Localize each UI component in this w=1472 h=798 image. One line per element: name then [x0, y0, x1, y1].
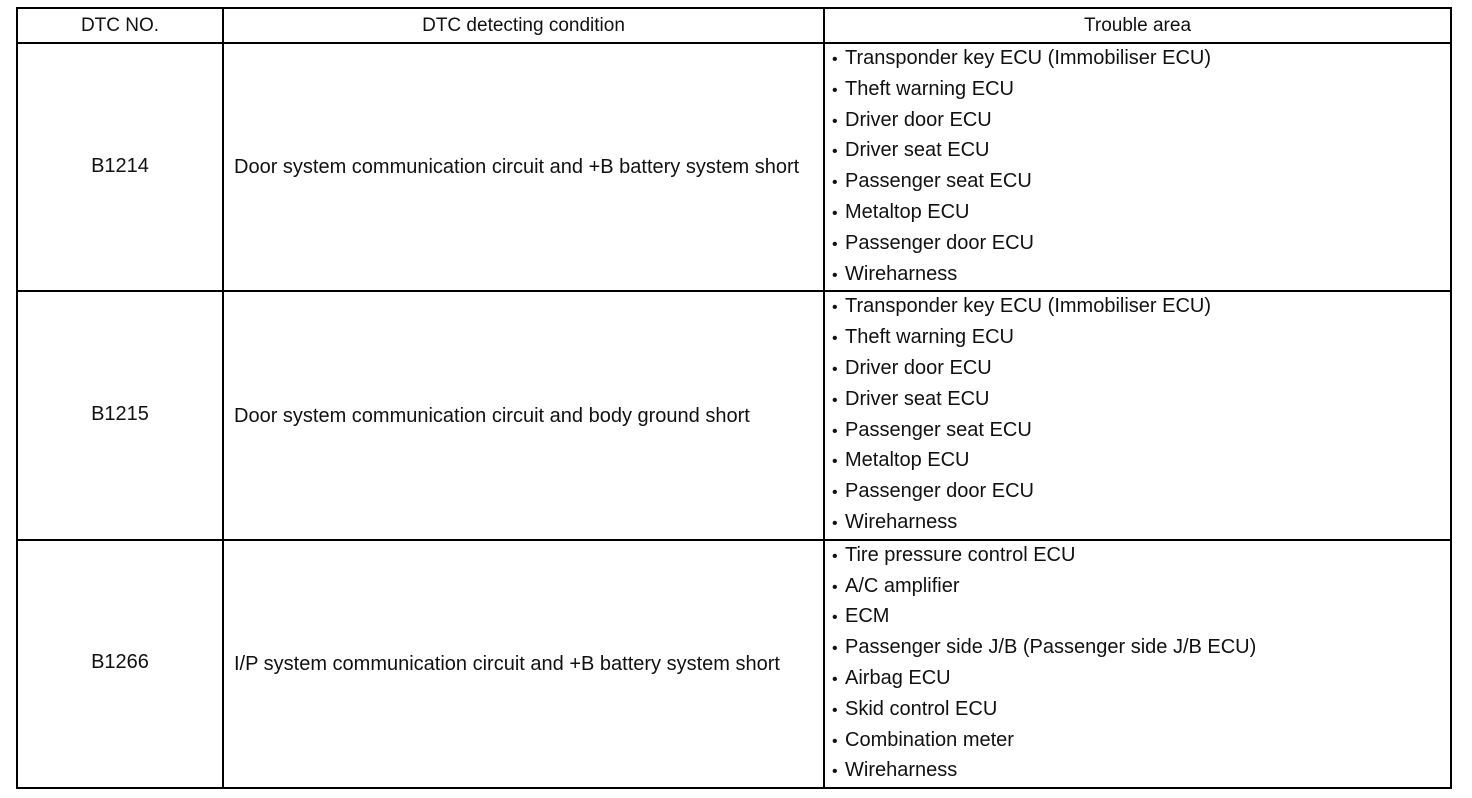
bullet-icon: •: [832, 732, 838, 750]
list-item: [832, 477, 1450, 508]
bullet-icon: •: [832, 670, 838, 688]
table-row: [17, 291, 1451, 539]
list-item-text: Airbag ECU: [845, 666, 951, 689]
list-item: [832, 260, 1450, 291]
header-row: [17, 8, 1451, 43]
bullet-icon: •: [832, 547, 838, 565]
list-item: [832, 664, 1450, 695]
list-item-text: Passenger seat ECU: [845, 418, 1032, 441]
list-item-text: Theft warning ECU: [845, 326, 1014, 349]
condition-cell: Door system communication circuit and +B battery system short: [223, 43, 824, 291]
bullet-icon: •: [832, 484, 838, 502]
header-detecting-condition: DTC detecting condition: [223, 8, 824, 43]
bullet-icon: •: [832, 204, 838, 222]
trouble-area-list: [832, 44, 1450, 290]
bullet-icon: •: [832, 391, 838, 409]
list-item: [832, 385, 1450, 416]
bullet-icon: •: [832, 360, 838, 378]
list-item-text: Driver seat ECU: [845, 387, 990, 410]
list-item-text: Metaltop ECU: [845, 449, 970, 472]
list-item-text: Skid control ECU: [845, 697, 998, 720]
list-item: [832, 292, 1450, 323]
bullet-icon: •: [832, 299, 838, 317]
list-item-text: Wireharness: [845, 262, 958, 285]
bullet-icon: •: [832, 640, 838, 658]
list-item-text: Passenger side J/B (Passenger side J/B ECU): [845, 636, 1257, 659]
dtc-code-cell: B1266: [17, 540, 223, 788]
dtc-code-cell: B1215: [17, 291, 223, 539]
list-item: [832, 323, 1450, 354]
list-item-text: Combination meter: [845, 728, 1014, 751]
list-item-text: A/C amplifier: [845, 574, 960, 597]
list-item: [832, 756, 1450, 787]
list-item: [832, 229, 1450, 260]
bullet-icon: •: [832, 701, 838, 719]
trouble-area-cell: [824, 43, 1451, 291]
list-item: [832, 508, 1450, 539]
list-item: [832, 572, 1450, 603]
trouble-area-cell: [824, 540, 1451, 788]
list-item-text: Wireharness: [845, 510, 958, 533]
list-item-text: Transponder key ECU (Immobiliser ECU): [845, 295, 1212, 318]
trouble-area-list: [832, 541, 1450, 787]
list-item: [832, 136, 1450, 167]
list-item: [832, 726, 1450, 757]
header-dtc-no: DTC NO.: [17, 8, 223, 43]
list-item-text: Driver door ECU: [845, 108, 992, 131]
condition-cell: I/P system communication circuit and +B battery system short: [223, 540, 824, 788]
list-item: [832, 354, 1450, 385]
list-item-text: Driver door ECU: [845, 356, 992, 379]
list-item-text: Driver seat ECU: [845, 139, 990, 162]
dtc-table: [16, 7, 1452, 789]
header-trouble-area: Trouble area: [824, 8, 1451, 43]
list-item: [832, 541, 1450, 572]
list-item: [832, 633, 1450, 664]
condition-cell: Door system communication circuit and body ground short: [223, 291, 824, 539]
list-item-text: Tire pressure control ECU: [845, 543, 1076, 566]
bullet-icon: •: [832, 266, 838, 284]
list-item-text: Passenger seat ECU: [845, 170, 1032, 193]
list-item: [832, 198, 1450, 229]
bullet-icon: •: [832, 174, 838, 192]
bullet-icon: •: [832, 514, 838, 532]
list-item: [832, 602, 1450, 633]
table-row: [17, 540, 1451, 788]
table-header: [17, 8, 1451, 43]
list-item-text: Wireharness: [845, 759, 958, 782]
bullet-icon: •: [832, 763, 838, 781]
dtc-code-cell: B1214: [17, 43, 223, 291]
bullet-icon: •: [832, 609, 838, 627]
list-item: [832, 446, 1450, 477]
list-item: [832, 167, 1450, 198]
list-item-text: ECM: [845, 605, 890, 628]
list-item-text: Metaltop ECU: [845, 200, 970, 223]
table-row: [17, 43, 1451, 291]
table-body: [17, 43, 1451, 788]
bullet-icon: •: [832, 235, 838, 253]
list-item: [832, 695, 1450, 726]
list-item-text: Passenger door ECU: [845, 480, 1034, 503]
bullet-icon: •: [832, 143, 838, 161]
list-item-text: Transponder key ECU (Immobiliser ECU): [845, 47, 1212, 69]
list-item: [832, 75, 1450, 106]
bullet-icon: •: [832, 578, 838, 596]
bullet-icon: •: [832, 330, 838, 348]
bullet-icon: •: [832, 112, 838, 130]
bullet-icon: •: [832, 422, 838, 440]
list-item: [832, 106, 1450, 137]
bullet-icon: •: [832, 453, 838, 471]
bullet-icon: •: [832, 51, 838, 68]
list-item-text: Passenger door ECU: [845, 231, 1034, 254]
list-item: [832, 44, 1450, 75]
bullet-icon: •: [832, 81, 838, 99]
list-item: [832, 416, 1450, 447]
trouble-area-list: [832, 292, 1450, 538]
list-item-text: Theft warning ECU: [845, 77, 1014, 100]
trouble-area-cell: [824, 291, 1451, 539]
